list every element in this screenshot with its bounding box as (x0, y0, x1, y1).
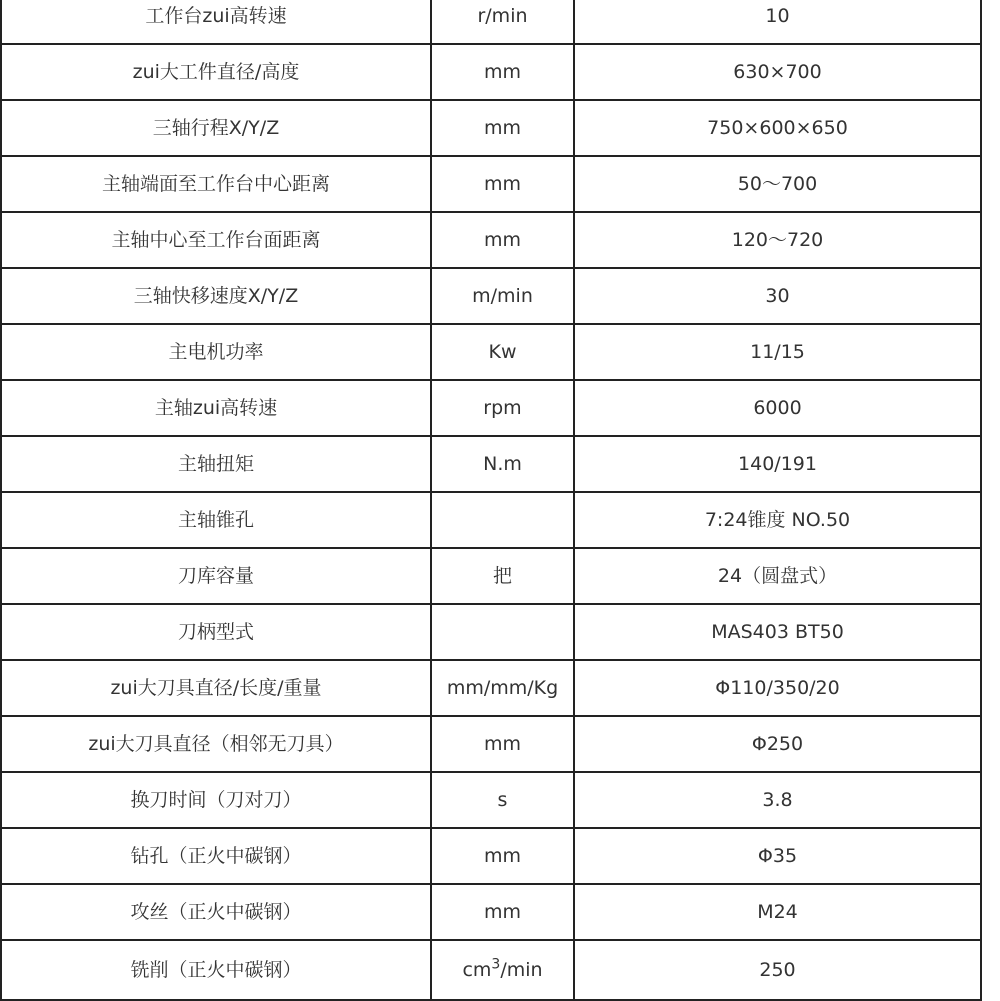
value-cell: Φ250 (574, 716, 981, 772)
value-cell: Φ110/350/20 (574, 660, 981, 716)
param-cell: 主轴zui高转速 (1, 380, 431, 436)
unit-cell: mm (431, 716, 574, 772)
unit-cell: 把 (431, 548, 574, 604)
unit-cell: rpm (431, 380, 574, 436)
param-cell: 主电机功率 (1, 324, 431, 380)
table-row (1, 324, 981, 380)
unit-cell: mm (431, 100, 574, 156)
param-cell: 换刀时间（刀对刀） (1, 772, 431, 828)
unit-cell (431, 604, 574, 660)
param-cell: 工作台zui高转速 (1, 0, 431, 44)
unit-cell: N.m (431, 436, 574, 492)
value-cell: 7:24锥度 NO.50 (574, 492, 981, 548)
table-row (1, 0, 981, 44)
value-cell: 50～700 (574, 156, 981, 212)
param-cell: 三轴行程X/Y/Z (1, 100, 431, 156)
table-row (1, 772, 981, 828)
unit-cell: mm (431, 44, 574, 100)
table-row (1, 212, 981, 268)
value-cell: 3.8 (574, 772, 981, 828)
table-row (1, 492, 981, 548)
table-row (1, 548, 981, 604)
value-cell: 10 (574, 0, 981, 44)
table-row (1, 100, 981, 156)
unit-superscript: 3 (491, 956, 501, 973)
param-cell: 主轴端面至工作台中心距离 (1, 156, 431, 212)
unit-rest: /min (500, 958, 543, 981)
table-row (1, 44, 981, 100)
value-cell: 24（圆盘式） (574, 548, 981, 604)
unit-cell: mm (431, 156, 574, 212)
unit-cell: r/min (431, 0, 574, 44)
table-row (1, 156, 981, 212)
param-cell: zui大工件直径/高度 (1, 44, 431, 100)
value-cell: Φ35 (574, 828, 981, 884)
param-cell: 钻孔（正火中碳钢） (1, 828, 431, 884)
param-cell: 主轴锥孔 (1, 492, 431, 548)
unit-cell (431, 940, 574, 1000)
unit-cell: mm (431, 828, 574, 884)
param-cell: 刀柄型式 (1, 604, 431, 660)
unit-cell: mm (431, 212, 574, 268)
unit-cell: s (431, 772, 574, 828)
unit-cell: m/min (431, 268, 574, 324)
value-cell: MAS403 BT50 (574, 604, 981, 660)
unit-cell: mm (431, 884, 574, 940)
value-cell: 140/191 (574, 436, 981, 492)
table-row (1, 716, 981, 772)
table-row (1, 828, 981, 884)
value-cell: 11/15 (574, 324, 981, 380)
table-row (1, 604, 981, 660)
value-cell: 750×600×650 (574, 100, 981, 156)
value-cell: 120～720 (574, 212, 981, 268)
value-cell: 250 (574, 940, 981, 1000)
unit-cell: mm/mm/Kg (431, 660, 574, 716)
value-cell: M24 (574, 884, 981, 940)
value-cell: 6000 (574, 380, 981, 436)
param-cell: 三轴快移速度X/Y/Z (1, 268, 431, 324)
unit-cell: Kw (431, 324, 574, 380)
table-row (1, 436, 981, 492)
unit-cell (431, 492, 574, 548)
value-cell: 630×700 (574, 44, 981, 100)
value-cell: 30 (574, 268, 981, 324)
table-row (1, 940, 981, 1000)
table-row (1, 268, 981, 324)
param-cell: zui大刀具直径/长度/重量 (1, 660, 431, 716)
param-cell: 主轴中心至工作台面距离 (1, 212, 431, 268)
param-cell: 铣削（正火中碳钢） (1, 940, 431, 1000)
param-cell: 主轴扭矩 (1, 436, 431, 492)
table-row (1, 380, 981, 436)
param-cell: 攻丝（正火中碳钢） (1, 884, 431, 940)
param-cell: zui大刀具直径（相邻无刀具） (1, 716, 431, 772)
param-cell: 刀库容量 (1, 548, 431, 604)
unit-base: cm (462, 958, 492, 981)
table-row (1, 660, 981, 716)
table-row (1, 884, 981, 940)
